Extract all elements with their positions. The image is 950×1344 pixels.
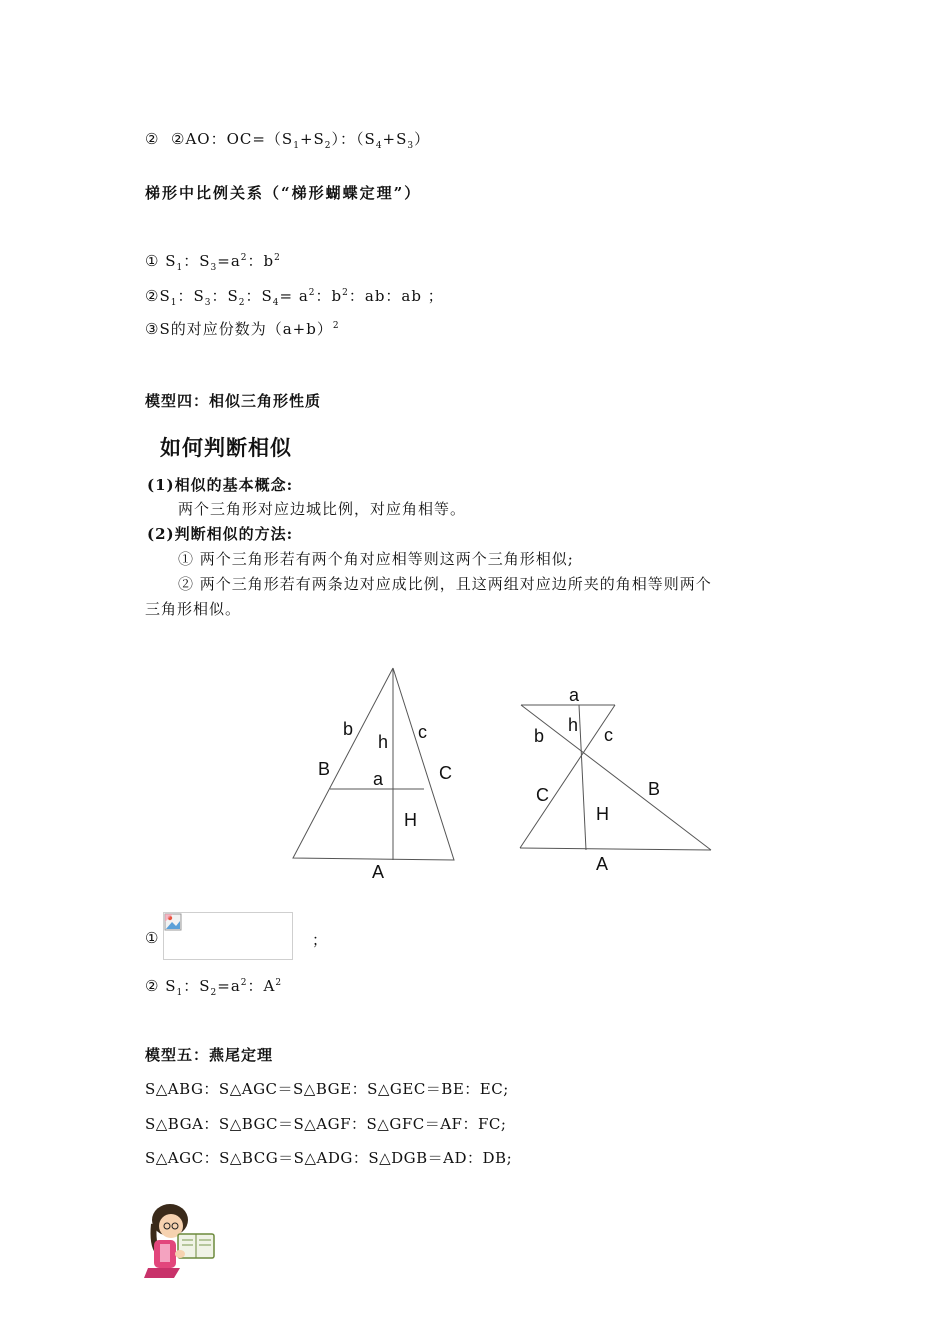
label-H: H [596, 804, 609, 824]
label-C: C [439, 763, 452, 783]
model-five-title: 模型五：燕尾定理 [145, 1046, 274, 1064]
label-h: h [568, 715, 579, 735]
label-a: a [569, 685, 580, 705]
circle-2: ② [145, 130, 160, 148]
swallow-line-3: S△AGC：S△BCG＝S△ADG：S△DGB＝AD：DB; [145, 1149, 513, 1167]
formula-image-placeholder [163, 912, 293, 960]
concept-title: (1)相似的基本概念: [147, 476, 294, 494]
how-to-judge-title: 如何判断相似 [160, 436, 292, 460]
diagonal-1 [521, 705, 711, 850]
label-C: C [536, 785, 549, 805]
label-b: b [343, 719, 354, 739]
girl-reading-illustration [140, 1200, 220, 1280]
method-title: (2)判断相似的方法: [147, 525, 294, 543]
label-H: H [404, 810, 417, 830]
item-1-semicolon: ； [312, 931, 329, 949]
height-line [579, 705, 586, 850]
trapezoid-section-title: 梯形中比例关系（“梯形蝴蝶定理”） [145, 184, 422, 202]
trapezoid-ratio-3: ③S的对应份数为$(a+b)^2$ [145, 320, 340, 338]
broken-image-icon [164, 913, 182, 931]
label-c: c [604, 725, 613, 745]
label-A: A [372, 862, 385, 882]
trapezoid-ratio-1: ① $S_1$：$S_3=a^2$：$b^2$ [145, 252, 281, 273]
trapezoid-ratio-2: $②S_1$：$S_3$：$S_2$：$S_4= a^2$：$b^2$：ab：ab ； [145, 287, 444, 308]
method-2-cont: 三角形相似。 [145, 600, 242, 618]
method-1: ① 两个三角形若有两个角对应相等则这两个三角形相似; [178, 550, 574, 568]
bottom-segment [520, 848, 711, 850]
item-2-ratio: ② $S_1$：$S_2=a^2$：$A^2$ [145, 977, 283, 998]
concept-text: 两个三角形对应边城比例，对应角相等。 [178, 500, 467, 518]
method-2: ② 两个三角形若有两条边对应成比例，且这两组对应边所夹的角相等则两个 [178, 575, 712, 593]
label-A: A [596, 854, 609, 874]
label-h: h [378, 732, 389, 752]
ratio-line: ② ②AO：$OC=(S_1+S_2)$：$(S_4+S_3)$ [145, 130, 431, 151]
model-four-title: 模型四：相似三角形性质 [145, 392, 322, 410]
label-b: b [534, 726, 545, 746]
label-a: a [373, 769, 384, 789]
swallow-line-2: S△BGA：S△BGC＝S△AGF：S△GFC＝AF：FC; [145, 1115, 507, 1133]
swallow-line-1: S△ABG：S△AGC＝S△BGE：S△GEC＝BE：EC; [145, 1080, 509, 1098]
item-1-marker: ① [145, 929, 160, 947]
label-B: B [318, 759, 331, 779]
label-B: B [648, 779, 661, 799]
figure-right [520, 705, 711, 850]
label-c: c [418, 722, 427, 742]
